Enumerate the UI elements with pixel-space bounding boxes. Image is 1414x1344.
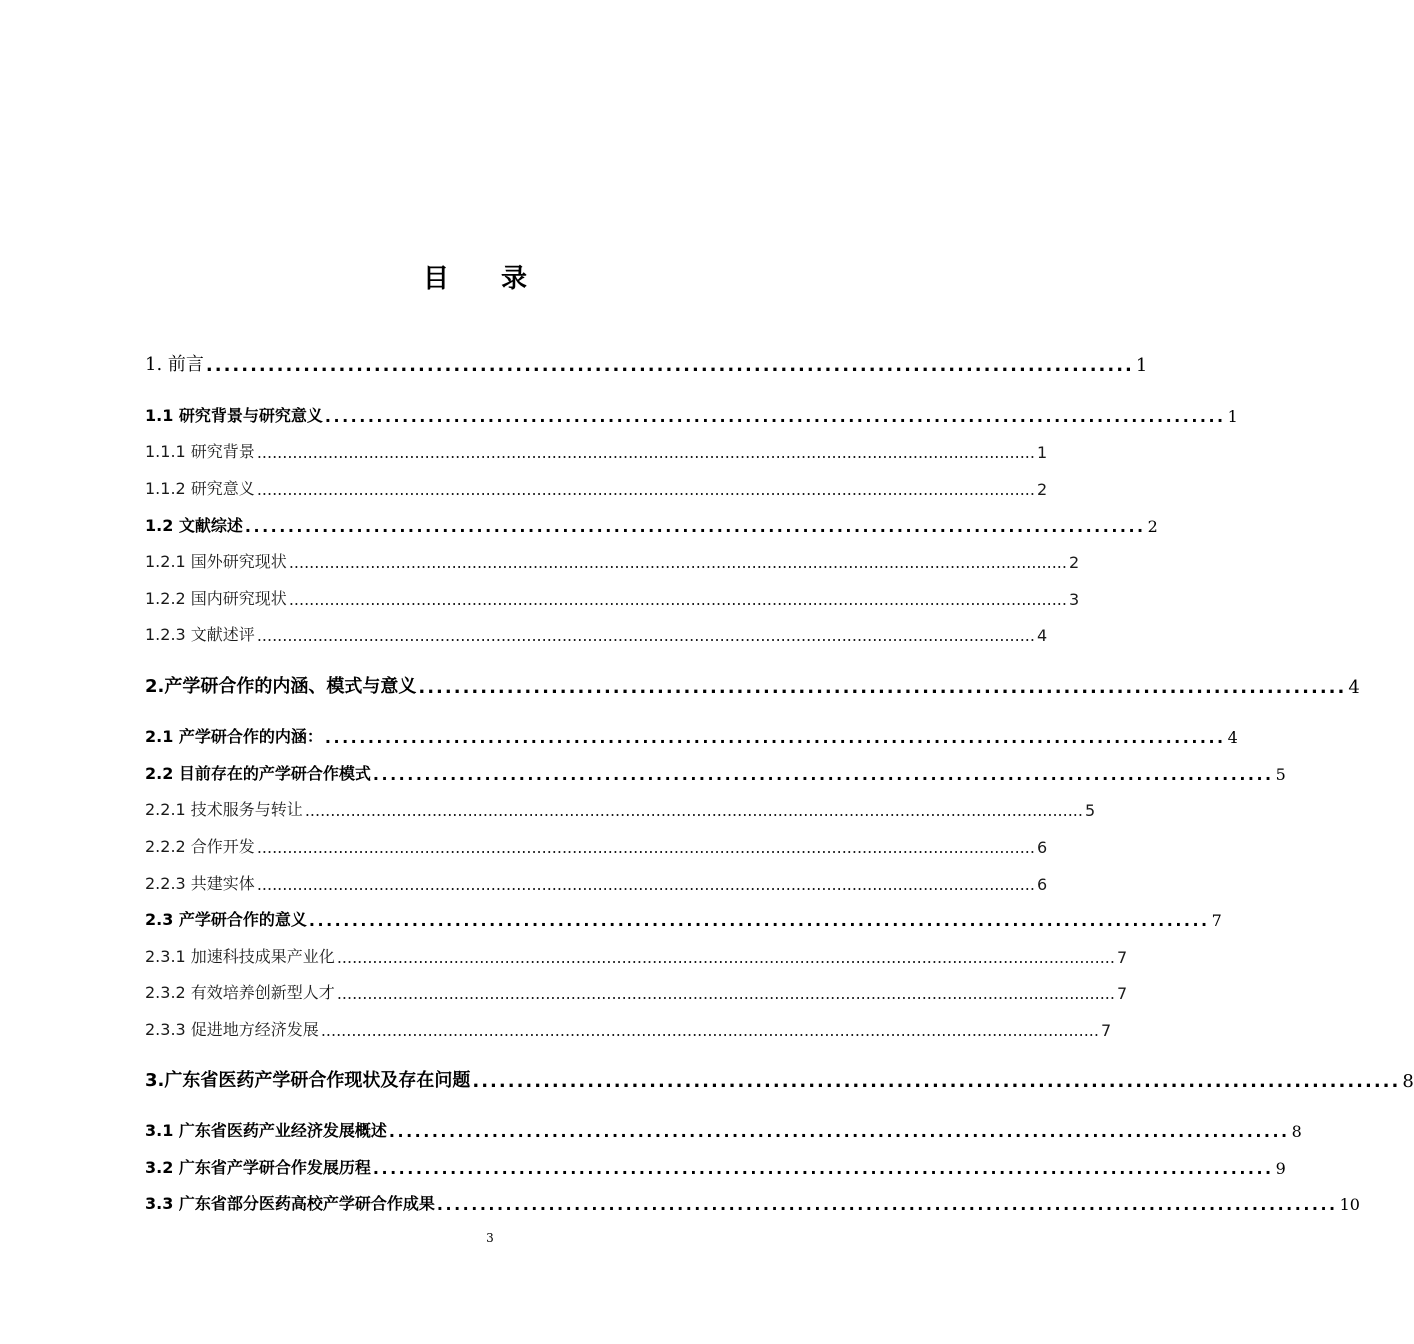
toc-page-number: 7 — [1116, 948, 1128, 967]
toc-entry-3[interactable] — [145, 1066, 1414, 1092]
toc-page-number: 5 — [1275, 765, 1286, 784]
toc-leader-dots: ......................................................................................................................................................... — [256, 480, 1035, 499]
toc-entry-label: 1.1.2 研究意义 — [145, 479, 255, 498]
toc-entry-label: 1.2.2 国内研究现状 — [145, 589, 287, 608]
toc-leader-dots: ......................................................................................................... — [244, 517, 1146, 536]
toc-entry-1-2-3[interactable] — [145, 622, 1048, 645]
toc-leader-dots: ......................................................................................................................................................... — [336, 984, 1115, 1003]
toc-entry-2-3-1[interactable] — [145, 944, 1128, 967]
toc-entry-label: 2.2.2 合作开发 — [145, 837, 255, 856]
toc-leader-dots: ......................................................................................................... — [308, 911, 1210, 930]
toc-leader-dots: ......................................................................................................................................................... — [256, 443, 1035, 462]
toc-page-number: 1 — [1227, 407, 1238, 426]
toc-entry-1-2-2[interactable] — [145, 586, 1080, 609]
toc-page-number: 6 — [1036, 838, 1048, 857]
toc-page-number: 2 — [1147, 517, 1158, 536]
toc-entry-label: 1.2.3 文献述评 — [145, 625, 255, 644]
toc-page-number: 9 — [1275, 1159, 1286, 1178]
toc-entry-2-2-1[interactable] — [145, 797, 1096, 820]
toc-entry-label: 1.1 研究背景与研究意义 — [145, 406, 323, 425]
toc-entry-label: 1. 前言 — [145, 354, 204, 375]
toc-entry-1-1[interactable] — [145, 403, 1238, 426]
toc-entry-label: 3.广东省医药产学研合作现状及存在问题 — [145, 1070, 471, 1091]
toc-leader-dots: ......................................................................................................................................................... — [256, 875, 1035, 894]
toc-leader-dots: ......................................................................................................................................................... — [288, 590, 1067, 609]
toc-entry-label: 1.2 文献综述 — [145, 516, 243, 535]
toc-entry-label: 2.2 目前存在的产学研合作模式 — [145, 764, 371, 783]
toc-entry-2-3-2[interactable] — [145, 980, 1128, 1003]
toc-entry-3-1[interactable] — [145, 1118, 1302, 1141]
toc-entry-label: 2.产学研合作的内涵、模式与意义 — [145, 676, 417, 697]
toc-leader-dots: ......................................................................................................................................................... — [256, 838, 1035, 857]
toc-page-number: 1 — [1135, 355, 1148, 376]
toc-leader-dots: ......................................................................................................... — [418, 677, 1347, 698]
toc-leader-dots: ......................................................................................................................................................... — [304, 801, 1083, 820]
toc-entry-label: 3.3 广东省部分医药高校产学研合作成果 — [145, 1194, 435, 1213]
toc-entry-2-2-2[interactable] — [145, 834, 1048, 857]
toc-page-number: 4 — [1227, 728, 1238, 747]
toc-entry-1-1-1[interactable] — [145, 439, 1048, 462]
toc-entry-1[interactable] — [145, 350, 1148, 376]
toc-page-number: 8 — [1291, 1122, 1302, 1141]
toc-entry-2-1[interactable] — [145, 724, 1238, 747]
toc-entry-1-1-2[interactable] — [145, 476, 1048, 499]
toc-entry-3-2[interactable] — [145, 1155, 1286, 1178]
toc-entry-label: 3.2 广东省产学研合作发展历程 — [145, 1158, 371, 1177]
toc-entry-label: 1.2.1 国外研究现状 — [145, 552, 287, 571]
toc-entry-3-3[interactable] — [145, 1191, 1360, 1214]
toc-page-number: 7 — [1211, 911, 1222, 930]
toc-entry-1-2[interactable] — [145, 513, 1158, 536]
toc-leader-dots: ......................................................................................................................................................... — [256, 626, 1035, 645]
toc-page-number: 1 — [1036, 443, 1048, 462]
page-title: 目 录 — [422, 264, 527, 294]
toc-page-number: 2 — [1036, 480, 1048, 499]
toc-entry-label: 2.1 产学研合作的内涵： — [145, 727, 323, 746]
toc-page-number: 6 — [1036, 875, 1048, 894]
toc-leader-dots: ......................................................................................................... — [472, 1071, 1401, 1092]
toc-page-number: 5 — [1084, 801, 1096, 820]
toc-leader-dots: ......................................................................................................... — [372, 765, 1274, 784]
toc-leader-dots: ......................................................................................................................................................... — [336, 948, 1115, 967]
toc-entry-2-3-3[interactable] — [145, 1017, 1112, 1040]
toc-page-number: 3 — [1068, 590, 1080, 609]
toc-entry-label: 2.2.1 技术服务与转让 — [145, 800, 303, 819]
toc-entry-label: 2.3.1 加速科技成果产业化 — [145, 947, 335, 966]
toc-entry-2-2-3[interactable] — [145, 871, 1048, 894]
toc-page-number: 4 — [1036, 626, 1048, 645]
toc-leader-dots: ......................................................................................................... — [388, 1122, 1290, 1141]
toc-page-number: 7 — [1116, 984, 1128, 1003]
toc-entry-2-3[interactable] — [145, 907, 1222, 930]
toc-leader-dots: ......................................................................................................... — [324, 728, 1226, 747]
toc-leader-dots: ......................................................................................................... — [205, 355, 1134, 376]
toc-page-number: 10 — [1339, 1195, 1360, 1214]
toc-leader-dots: ......................................................................................................... — [324, 407, 1226, 426]
toc-leader-dots: ......................................................................................................................................................... — [320, 1021, 1099, 1040]
toc-entry-label: 2.3.3 促进地方经济发展 — [145, 1020, 319, 1039]
toc-entry-2[interactable] — [145, 672, 1360, 698]
toc-page-number: 8 — [1402, 1071, 1414, 1092]
toc-entry-1-2-1[interactable] — [145, 549, 1080, 572]
toc-leader-dots: ......................................................................................................................................................... — [288, 553, 1067, 572]
footer-page-number: 3 — [486, 1231, 494, 1245]
toc-page-number: 2 — [1068, 553, 1080, 572]
toc-entry-label: 2.3 产学研合作的意义 — [145, 910, 307, 929]
toc-entry-label: 2.2.3 共建实体 — [145, 874, 255, 893]
toc-page-number: 7 — [1100, 1021, 1112, 1040]
toc-entry-label: 1.1.1 研究背景 — [145, 442, 255, 461]
toc-leader-dots: ......................................................................................................... — [372, 1159, 1274, 1178]
toc-entry-2-2[interactable] — [145, 761, 1286, 784]
toc-entry-label: 3.1 广东省医药产业经济发展概述 — [145, 1121, 387, 1140]
toc-entry-label: 2.3.2 有效培养创新型人才 — [145, 983, 335, 1002]
toc-leader-dots: ......................................................................................................... — [436, 1195, 1338, 1214]
toc-page-number: 4 — [1348, 677, 1360, 698]
